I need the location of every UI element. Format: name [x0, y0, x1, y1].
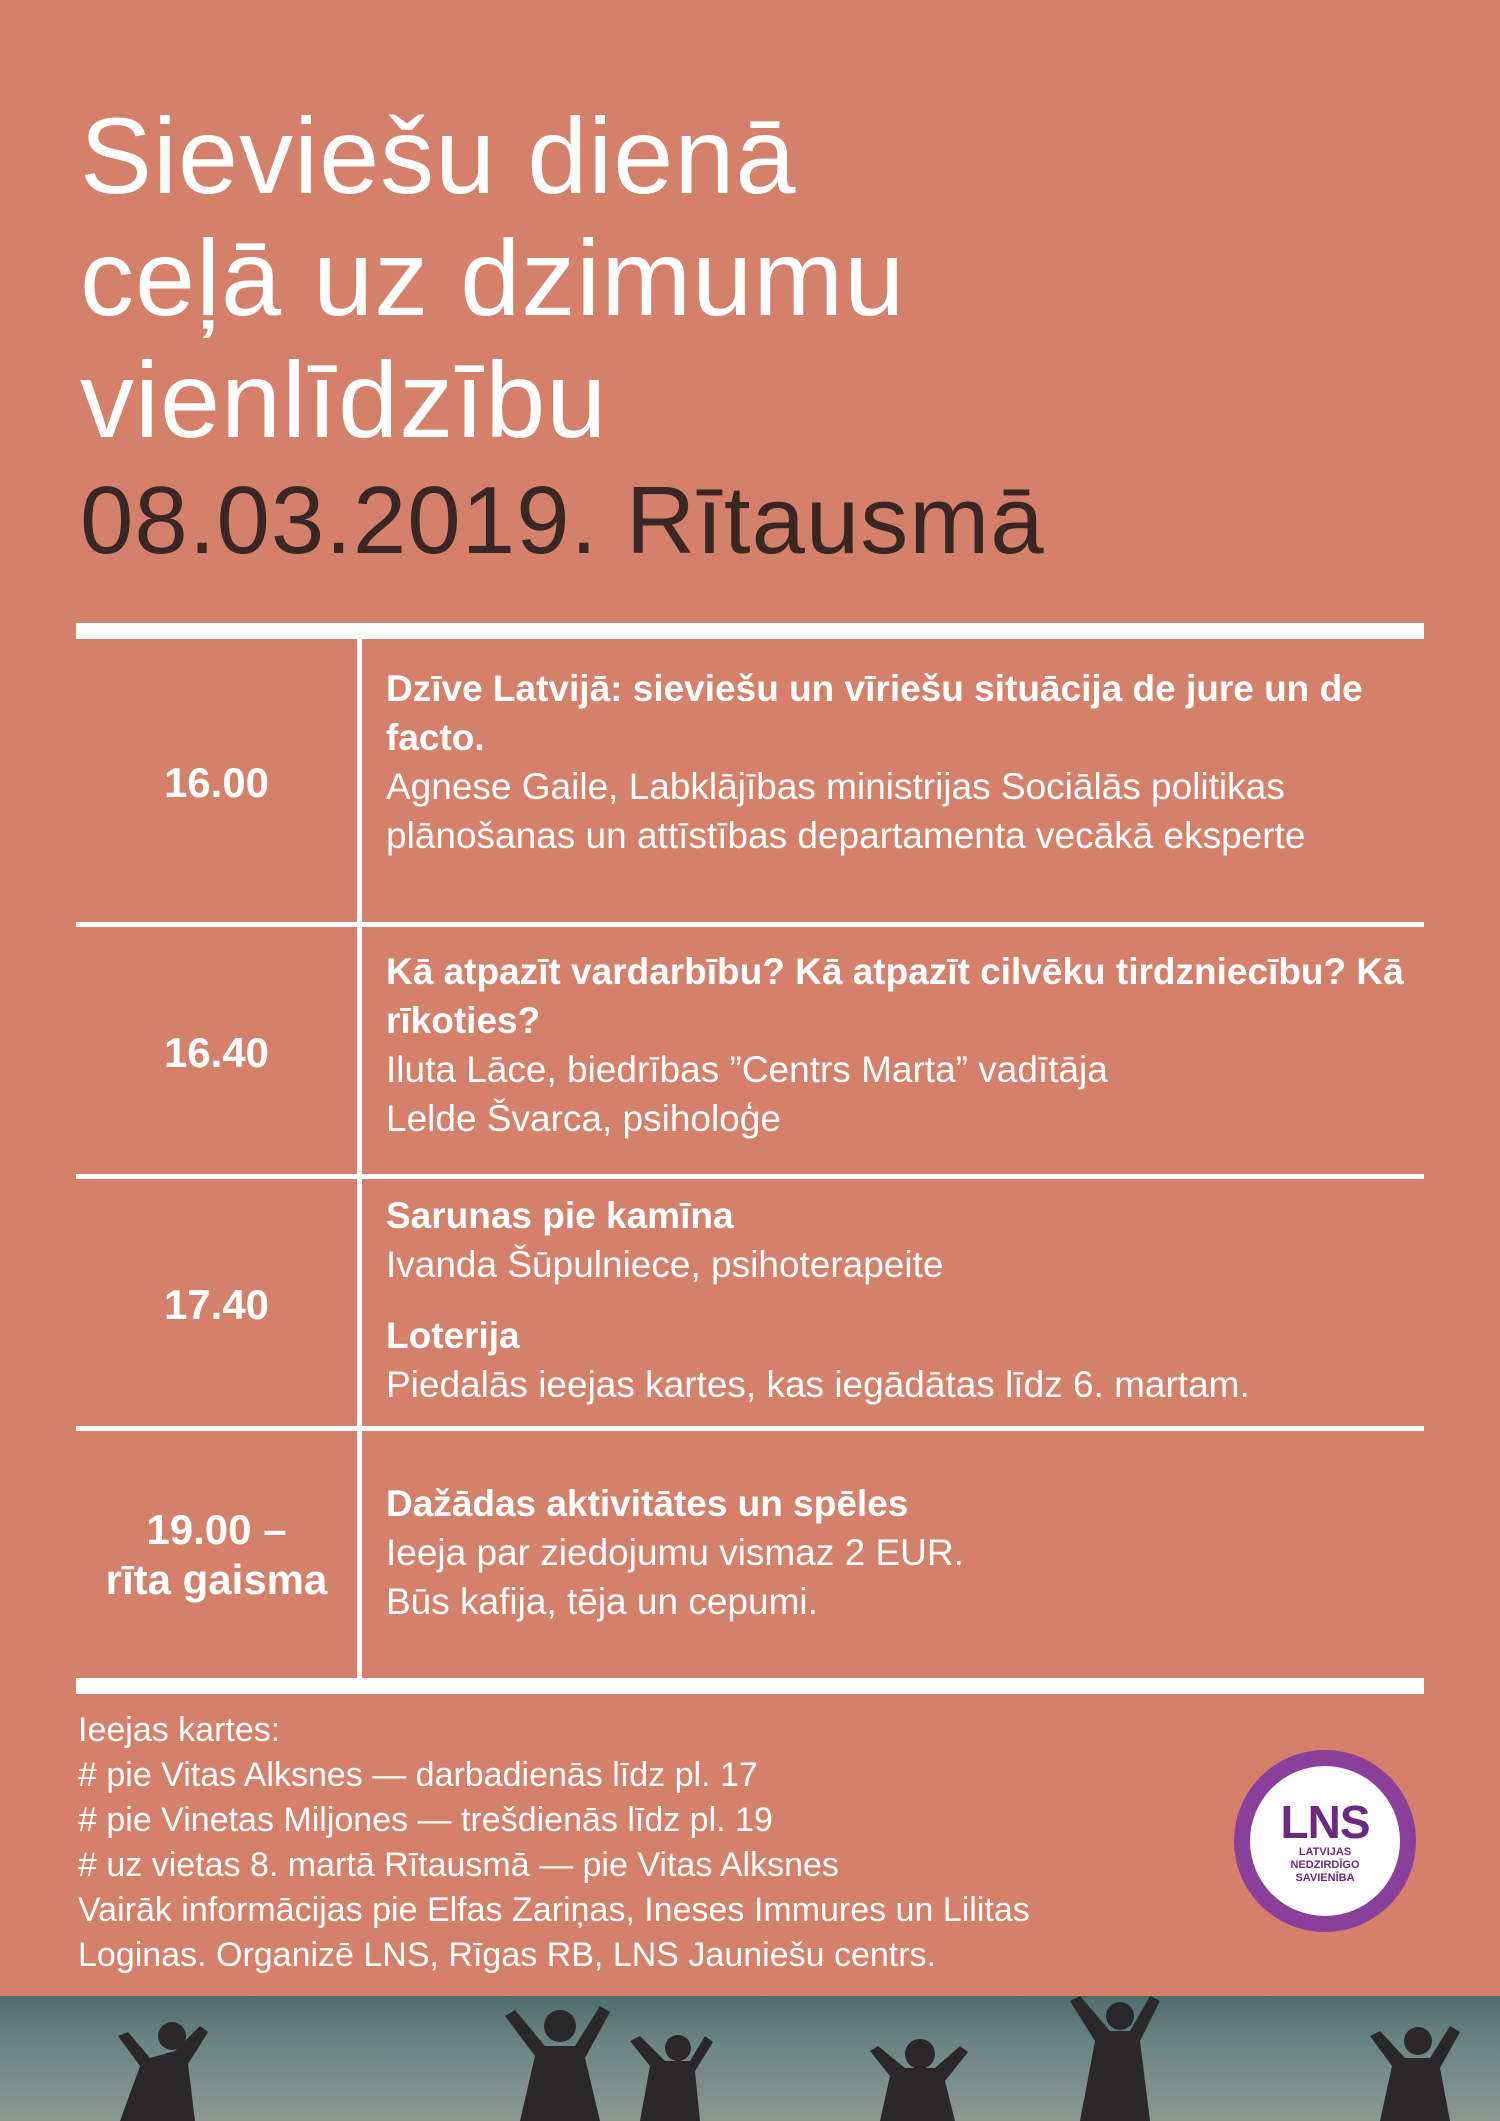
session-speaker: Iluta Lāce, biedrības ”Centrs Marta” vadītāja [386, 1049, 1108, 1090]
title-line-1: Sieviešu dienā [80, 95, 797, 216]
silhouette-photo [0, 1996, 1500, 2121]
logo-text-line: NEDZIRDĪGO [1290, 1858, 1360, 1871]
session-description: Būs kafija, tēja un cepumi. [386, 1581, 818, 1622]
title-line-3: vienlīdzību [80, 339, 608, 460]
schedule-row [76, 1179, 1424, 1431]
schedule-time: 17.40 [163, 1281, 270, 1328]
session-description: Piedalās ieejas kartes, kas iegādātas līdz 6. martam. [386, 1364, 1250, 1405]
schedule-time: 16.00 [163, 759, 270, 806]
session-speaker: Lelde Švarca, psiholoģe [386, 1098, 781, 1139]
session-speaker: Ivanda Šūpulniece, psihoterapeite [386, 1244, 944, 1285]
schedule-time: 16.40 [163, 1029, 270, 1076]
ticket-info-heading: Ieejas kartes: [78, 1711, 281, 1749]
event-date: 08.03.2019. Rītausmā [80, 467, 1045, 574]
schedule-content [386, 664, 1404, 860]
schedule-row [76, 1431, 1424, 1678]
logo-text-line: LATVIJAS [1298, 1845, 1352, 1858]
ticket-info-line: # pie Vitas Alksnes — darbadienās līdz pl. 17 [78, 1756, 758, 1794]
ticket-info-line: # uz vietas 8. martā Rītausmā — pie Vitas Alksnes [78, 1846, 839, 1884]
session-speaker: Agnese Gaile, Labklājības ministrijas Sociālās politikas plānošanas un attīstības departamenta vecākā eksperte [386, 766, 1306, 856]
schedule-time-end: rīta gaisma [105, 1555, 328, 1603]
schedule-top-rule [76, 623, 1424, 639]
contact-info-line: Vairāk informācijas pie Elfas Zariņas, Ineses Immures un Lilitas [78, 1891, 1030, 1929]
schedule-table [76, 639, 1424, 1678]
ticket-info [78, 1708, 1178, 1978]
schedule-content [386, 1479, 1404, 1626]
session-title: Dažādas aktivitātes un spēles [386, 1483, 909, 1524]
session-title: Loterija [386, 1315, 520, 1356]
ticket-info-line: # pie Vinetas Miljones — trešdienās līdz pl. 19 [78, 1801, 773, 1839]
lns-logo [1234, 1750, 1416, 1932]
schedule-row [76, 639, 1424, 927]
schedule-bottom-rule [76, 1678, 1424, 1694]
schedule-row [76, 927, 1424, 1179]
title-line-2: ceļā uz dzimumu [80, 217, 906, 338]
logo-text-line: SAVIENĪBA [1295, 1871, 1355, 1884]
jumping-people-silhouettes [0, 1996, 1500, 2121]
session-title: Dzīve Latvijā: sieviešu un vīriešu situācija de jure un de facto. [386, 668, 1363, 758]
schedule-content [386, 947, 1404, 1143]
session-title: Kā atpazīt vardarbību? Kā atpazīt cilvēku tirdzniecību? Kā rīkoties? [386, 951, 1404, 1041]
schedule-time-start: 19.00 – [146, 1505, 287, 1553]
schedule-content [386, 1191, 1404, 1409]
poster-title [80, 95, 1045, 581]
logo-abbreviation: LNS [1280, 1795, 1370, 1848]
schedule-time [76, 1431, 357, 1678]
session-description: Ieeja par ziedojumu vismaz 2 EUR. [386, 1532, 964, 1573]
session-title: Sarunas pie kamīna [386, 1195, 734, 1236]
organizer-info-line: Loginas. Organizē LNS, Rīgas RB, LNS Jauniešu centrs. [78, 1936, 936, 1974]
